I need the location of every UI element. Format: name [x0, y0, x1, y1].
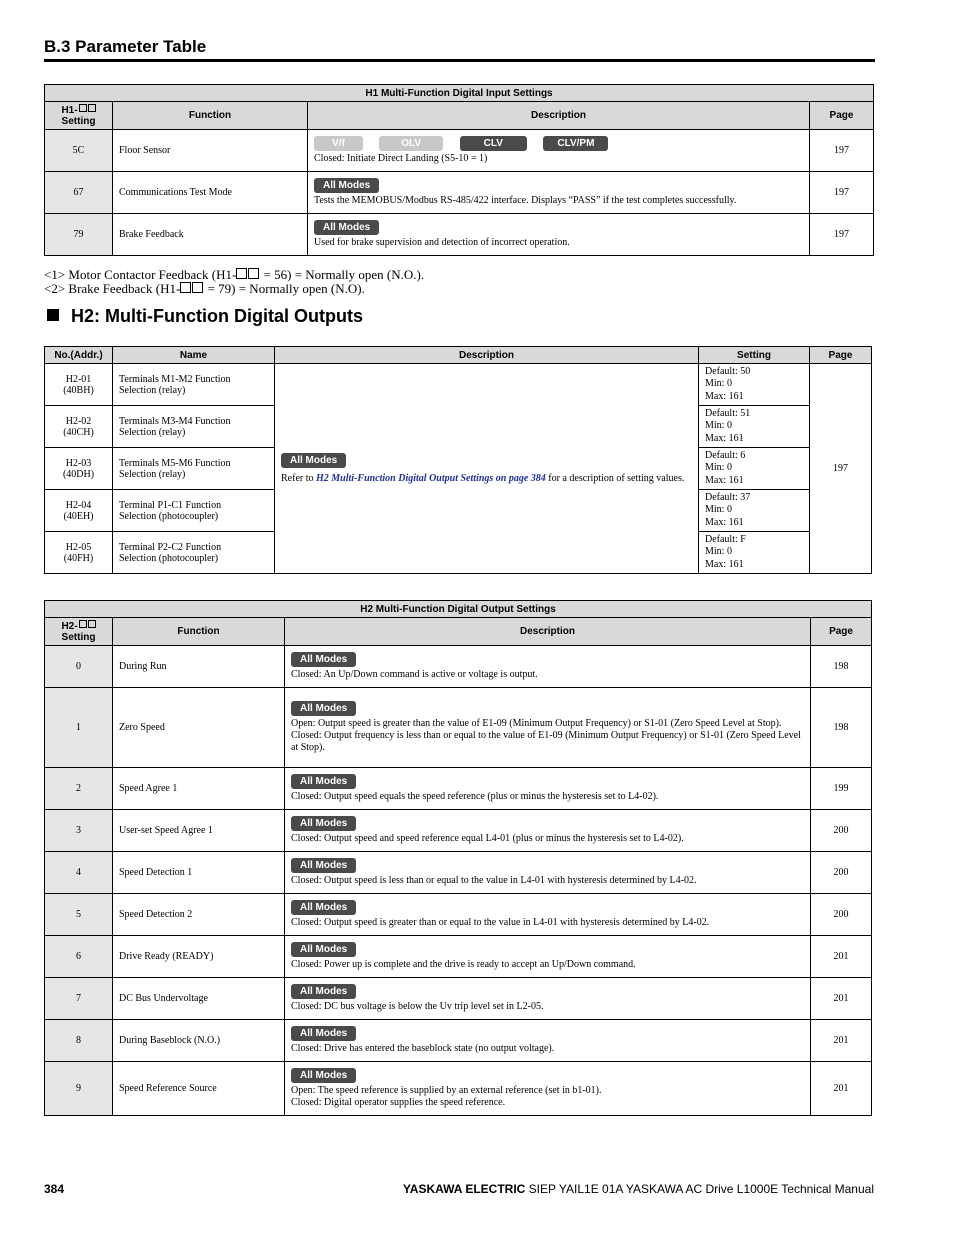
h2-settings-table [44, 600, 872, 1116]
table-row [45, 852, 872, 894]
page-cell: 201 [811, 978, 872, 1020]
mode-badge: All Modes [291, 858, 356, 873]
mode-badge: All Modes [291, 984, 356, 999]
function-cell: Speed Agree 1 [113, 768, 285, 810]
description-line: Open: Output speed is greater than the value of E1-09 (Minimum Output Frequency) or S1-01 (Zero Speed Level at Stop). [291, 718, 782, 729]
table-row [45, 978, 872, 1020]
col-setting: H2- Setting [45, 618, 113, 646]
function-cell: Communications Test Mode [113, 172, 308, 214]
description-cell [285, 894, 811, 936]
col-description: Description [308, 102, 810, 130]
table-row [45, 688, 872, 768]
table-row [45, 130, 874, 172]
setting-cell: 1 [45, 688, 113, 768]
setting-cell: 5 [45, 894, 113, 936]
function-cell: User-set Speed Agree 1 [113, 810, 285, 852]
col-page: Page [810, 102, 874, 130]
footer-doc-title: YASKAWA ELECTRIC SIEP YAIL1E 01A YASKAWA AC Drive L1000E Technical Manual [402, 1182, 874, 1196]
table-row [45, 768, 872, 810]
table-row: H2-02 (40CH) Terminals M3-M4 Function Selection (relay) Default: 51 Min: 0 Max: 161 [45, 406, 872, 448]
h2-parameter-table [44, 346, 872, 574]
mode-badge: OLV [379, 136, 443, 151]
col-name: Name [113, 347, 275, 364]
description-cell [285, 646, 811, 688]
mode-badge: All Modes [291, 774, 356, 789]
mode-badge: All Modes [291, 942, 356, 957]
description-cell [285, 810, 811, 852]
table-row [45, 214, 874, 256]
table-row [45, 936, 872, 978]
page-cell: 201 [811, 1062, 872, 1116]
description-cell: All Modes Used for brake supervision and detection of incorrect operation. [308, 214, 810, 256]
table-row [45, 646, 872, 688]
table-row [45, 894, 872, 936]
table-row [45, 810, 872, 852]
heading-bullet-icon [47, 309, 59, 321]
page-cell: 199 [811, 768, 872, 810]
description-line: Closed: Output speed equals the speed reference (plus or minus the hysteresis set to L4-02). [291, 791, 659, 802]
table-row [45, 1062, 872, 1116]
description-line: Closed: DC bus voltage is below the Uv trip level set in L2-05. [291, 1001, 544, 1012]
page-cell: 197 [810, 364, 872, 574]
function-cell: During Run [113, 646, 285, 688]
description-cell [285, 936, 811, 978]
col-function: Function [113, 102, 308, 130]
page-cell: 201 [811, 936, 872, 978]
setting-cell: 8 [45, 1020, 113, 1062]
page-cell: 201 [811, 1020, 872, 1062]
description-line: Closed: Output speed is less than or equal to the value in L4-01 with hysteresis determined by L4-02. [291, 875, 697, 886]
h2-heading: H2: Multi-Function Digital Outputs [47, 306, 363, 327]
mode-badge: CLV [460, 136, 527, 151]
col-description: Description [285, 618, 811, 646]
page-cell: 200 [811, 852, 872, 894]
mode-badge: All Modes [291, 900, 356, 915]
col-page: Page [810, 347, 872, 364]
h1-settings-table [44, 84, 874, 256]
function-cell: Speed Detection 1 [113, 852, 285, 894]
shared-description-cell: All Modes Refer to H2 Multi-Function Digital Output Settings on page 384 for a description of setting values. [275, 364, 699, 574]
description-line: Closed: Output frequency is less than or equal to the value of E1-09 (Minimum Output Frequency) or S1-01 (Zero Speed Level at Stop). [291, 730, 801, 753]
description-line: Closed: Power up is complete and the drive is ready to accept an Up/Down command. [291, 959, 636, 970]
mode-badge: All Modes [291, 1026, 356, 1041]
table-row: H2-03 (40DH) Terminals M5-M6 Function Selection (relay) Default: 6 Min: 0 Max: 161 [45, 448, 872, 490]
description-line: Closed: Digital operator supplies the speed reference. [291, 1097, 506, 1108]
col-no-addr: No.(Addr.) [45, 347, 113, 364]
page-cell: 197 [810, 172, 874, 214]
function-cell: Floor Sensor [113, 130, 308, 172]
col-setting: H1- Setting [45, 102, 113, 130]
description-line: Closed: An Up/Down command is active or voltage is output. [291, 669, 538, 680]
page-number: 384 [44, 1182, 65, 1196]
description-cell [285, 768, 811, 810]
page-cell: 198 [811, 688, 872, 768]
page-cell: 200 [811, 810, 872, 852]
setting-cell: 0 [45, 646, 113, 688]
h1-table-caption: H1 Multi-Function Digital Input Settings [45, 85, 874, 102]
mode-badge: All Modes [291, 1068, 356, 1083]
footnote-1: <1> Motor Contactor Feedback (H1- = 56) = Normally open (N.O.). [44, 267, 425, 282]
setting-cell: 79 [45, 214, 113, 256]
col-function: Function [113, 618, 285, 646]
description-line: Closed: Output speed is greater than or equal to the value in L4-01 with hysteresis determined by L4-02. [291, 917, 710, 928]
function-cell: Brake Feedback [113, 214, 308, 256]
setting-cell: 3 [45, 810, 113, 852]
function-cell: Zero Speed [113, 688, 285, 768]
setting-cell: 7 [45, 978, 113, 1020]
page-cell: 198 [811, 646, 872, 688]
footnote-2: <2> Brake Feedback (H1- = 79) = Normally open (N.O). [44, 281, 365, 296]
table-row [45, 172, 874, 214]
mode-badge: All Modes [291, 816, 356, 831]
setting-cell: 67 [45, 172, 113, 214]
mode-badge: All Modes [291, 701, 356, 716]
setting-cell: 2 [45, 768, 113, 810]
description-line: Closed: Output speed and speed reference equal L4-01 (plus or minus the hysteresis set to L4-02). [291, 833, 684, 844]
page-cell: 197 [810, 130, 874, 172]
setting-cell: 4 [45, 852, 113, 894]
col-setting: Setting [699, 347, 810, 364]
description-cell [285, 1020, 811, 1062]
mode-badge: V/f [314, 136, 363, 151]
table-row: H2-01 (40BH) Terminals M1-M2 Function Selection (relay) All Modes Refer to H2 Multi-Function Digital Output Settings on page 384 for a description of setting values. Default: 50 Min: 0 Max: 161 197 [45, 364, 872, 406]
description-cell [285, 978, 811, 1020]
function-cell: Drive Ready (READY) [113, 936, 285, 978]
description-cell: All Modes Tests the MEMOBUS/Modbus RS-485/422 interface. Displays “PASS” if the test completes successfully. [308, 172, 810, 214]
h2-table-caption: H2 Multi-Function Digital Output Settings [45, 601, 872, 618]
description-cell [285, 852, 811, 894]
table-row [45, 1020, 872, 1062]
page-cell: 200 [811, 894, 872, 936]
setting-cell: 5C [45, 130, 113, 172]
function-cell: Speed Detection 2 [113, 894, 285, 936]
description-cell [285, 1062, 811, 1116]
description-cell: V/f OLV CLV CLV/PM Closed: Initiate Direct Landing (S5-10 = 1) [308, 130, 810, 172]
table-row: H2-04 (40EH) Terminal P1-C1 Function Selection (photocoupler) Default: 37 Min: 0 Max: 161 [45, 490, 872, 532]
page-cell: 197 [810, 214, 874, 256]
description-line: Closed: Drive has entered the baseblock state (no output voltage). [291, 1043, 555, 1054]
col-page: Page [811, 618, 872, 646]
mode-badge: All Modes [314, 178, 379, 193]
section-title: B.3 Parameter Table [44, 37, 207, 56]
mode-badge: All Modes [281, 453, 346, 468]
description-cell [285, 688, 811, 768]
mode-badge: All Modes [291, 652, 356, 667]
mode-badge: All Modes [314, 220, 379, 235]
page-link[interactable]: H2 Multi-Function Digital Output Settings on page 384 [316, 472, 546, 484]
function-cell: DC Bus Undervoltage [113, 978, 285, 1020]
header-rule [44, 59, 875, 62]
setting-cell: 9 [45, 1062, 113, 1116]
table-row: H2-05 (40FH) Terminal P2-C2 Function Selection (photocoupler) Default: F Min: 0 Max: 161 [45, 532, 872, 574]
function-cell: Speed Reference Source [113, 1062, 285, 1116]
col-description: Description [275, 347, 699, 364]
mode-badge: CLV/PM [543, 136, 608, 151]
description-line: Open: The speed reference is supplied by an external reference (set in b1-01). [291, 1085, 602, 1096]
setting-cell: 6 [45, 936, 113, 978]
function-cell: During Baseblock (N.O.) [113, 1020, 285, 1062]
